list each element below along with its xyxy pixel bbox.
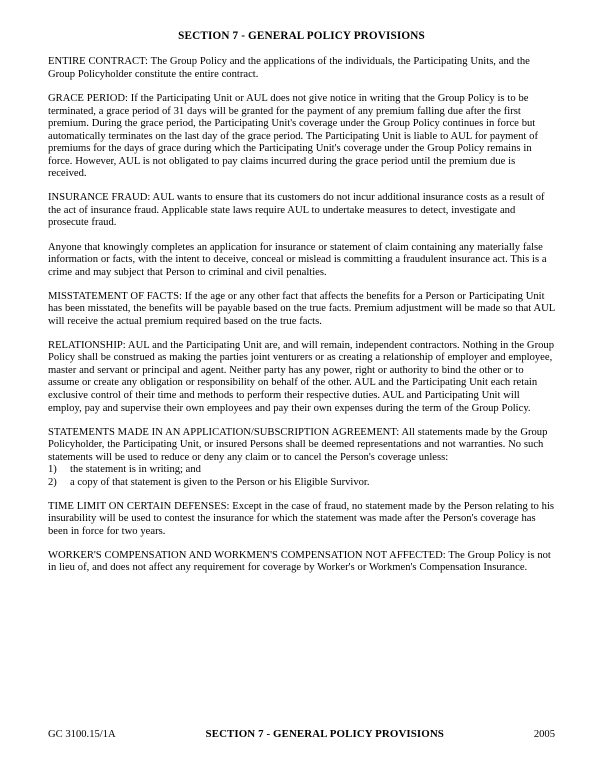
page-footer [48,728,555,740]
list-item-marker: 1) [48,464,57,476]
paragraph-insurance-fraud: INSURANCE FRAUD: AUL wants to ensure that its customers do not incur additional insurance costs as a result of the act of insurance fraud. Applicable state laws require AUL to undertake measures to detect, investigate and prosecute fraud. [48,192,545,229]
list-item [48,477,555,490]
page-title: SECTION 7 - GENERAL POLICY PROVISIONS [178,30,425,42]
statements-conditions-list [48,464,555,489]
footer-form-number: GC 3100.15/1A [48,729,116,740]
paragraph-time-limit-defenses: TIME LIMIT ON CERTAIN DEFENSES: Except in the case of fraud, no statement made by the Person relating to his insurability will be used to contest the insurance for which the statement was made after the Person's coverage has been in force for two years. [48,500,555,537]
paragraph-entire-contract: ENTIRE CONTRACT: The Group Policy and the applications of the individuals, the Participating Units, and the Group Policyholder constitute the entire contract. [48,56,530,80]
paragraph-relationship: RELATIONSHIP: AUL and the Participating Unit are, and will remain, independent contractors. Nothing in the Group Policy shall be construed as making the parties joint venturers or as creating a relationship of employer and employee, master and servant or principal and agent. Neither party has any power, right or authority to bind the other or to assume or create any obligation or responsibility on behalf of the other. AUL and the Participating Unit each retain exclusive control of their time and methods to perform their respective duties. AUL and Participating Unit will employ, pay and supervise their own employees and pay their own expenses during the term of the Group Policy. [48,339,554,414]
list-item [48,464,555,477]
paragraph-fraud-warning: Anyone that knowingly completes an application for insurance or statement of claim containing any materially false information or facts, with the intent to deceive, conceal or mislead is committing a fraudulent insurance act. This is a crime and may subject that Person to criminal and civil penalties. [48,241,547,278]
list-item-label: a copy of that statement is given to the Person or his Eligible Survivor. [70,476,370,488]
paragraph-statements-made-intro: STATEMENTS MADE IN AN APPLICATION/SUBSCRIPTION AGREEMENT: All statements made by the Group Policyholder, the Participating Unit, or insured Persons shall be deemed representations and not warranties. No such statements will be used to reduce or deny any claim or to cancel the Person's coverage unless: [48,426,548,463]
list-item-label: the statement is in writing; and [70,464,201,476]
paragraph-workers-compensation: WORKER'S COMPENSATION AND WORKMEN'S COMPENSATION NOT AFFECTED: The Group Policy is not in lieu of, and does not affect any requirement for coverage by Worker's or Workmen's Compensation Insurance. [48,549,551,574]
document-body [48,30,555,575]
section-statements-made [48,427,555,490]
footer-year: 2005 [533,729,555,740]
paragraph-grace-period: GRACE PERIOD: If the Participating Unit or AUL does not give notice in writing that the Group Policy is to be terminated, a grace period of 31 days will be granted for the payment of any premium falling due after the first premium. During the grace period, the Participating Unit's coverage under the Group Policy continues in force but automatically terminates on the last day of the grace period. The Participating Unit is liable to AUL for payment of premiums for the days of grace during which the Participating Unit's coverage under the Group Policy remains in force. However, AUL is not obligated to pay claims incurred during the grace period until the premium due is received. [48,93,539,180]
list-item-marker: 2) [48,476,57,488]
paragraph-misstatement-of-facts: MISSTATEMENT OF FACTS: If the age or any other fact that affects the benefits for a Person or Participating Unit has been misstated, the benefits will be payable based on the true facts. Premium adjustment will be made so that AUL will receive the actual premium required based on the true facts. [48,290,555,327]
footer-section-title: SECTION 7 - GENERAL POLICY PROVISIONS [205,728,444,740]
